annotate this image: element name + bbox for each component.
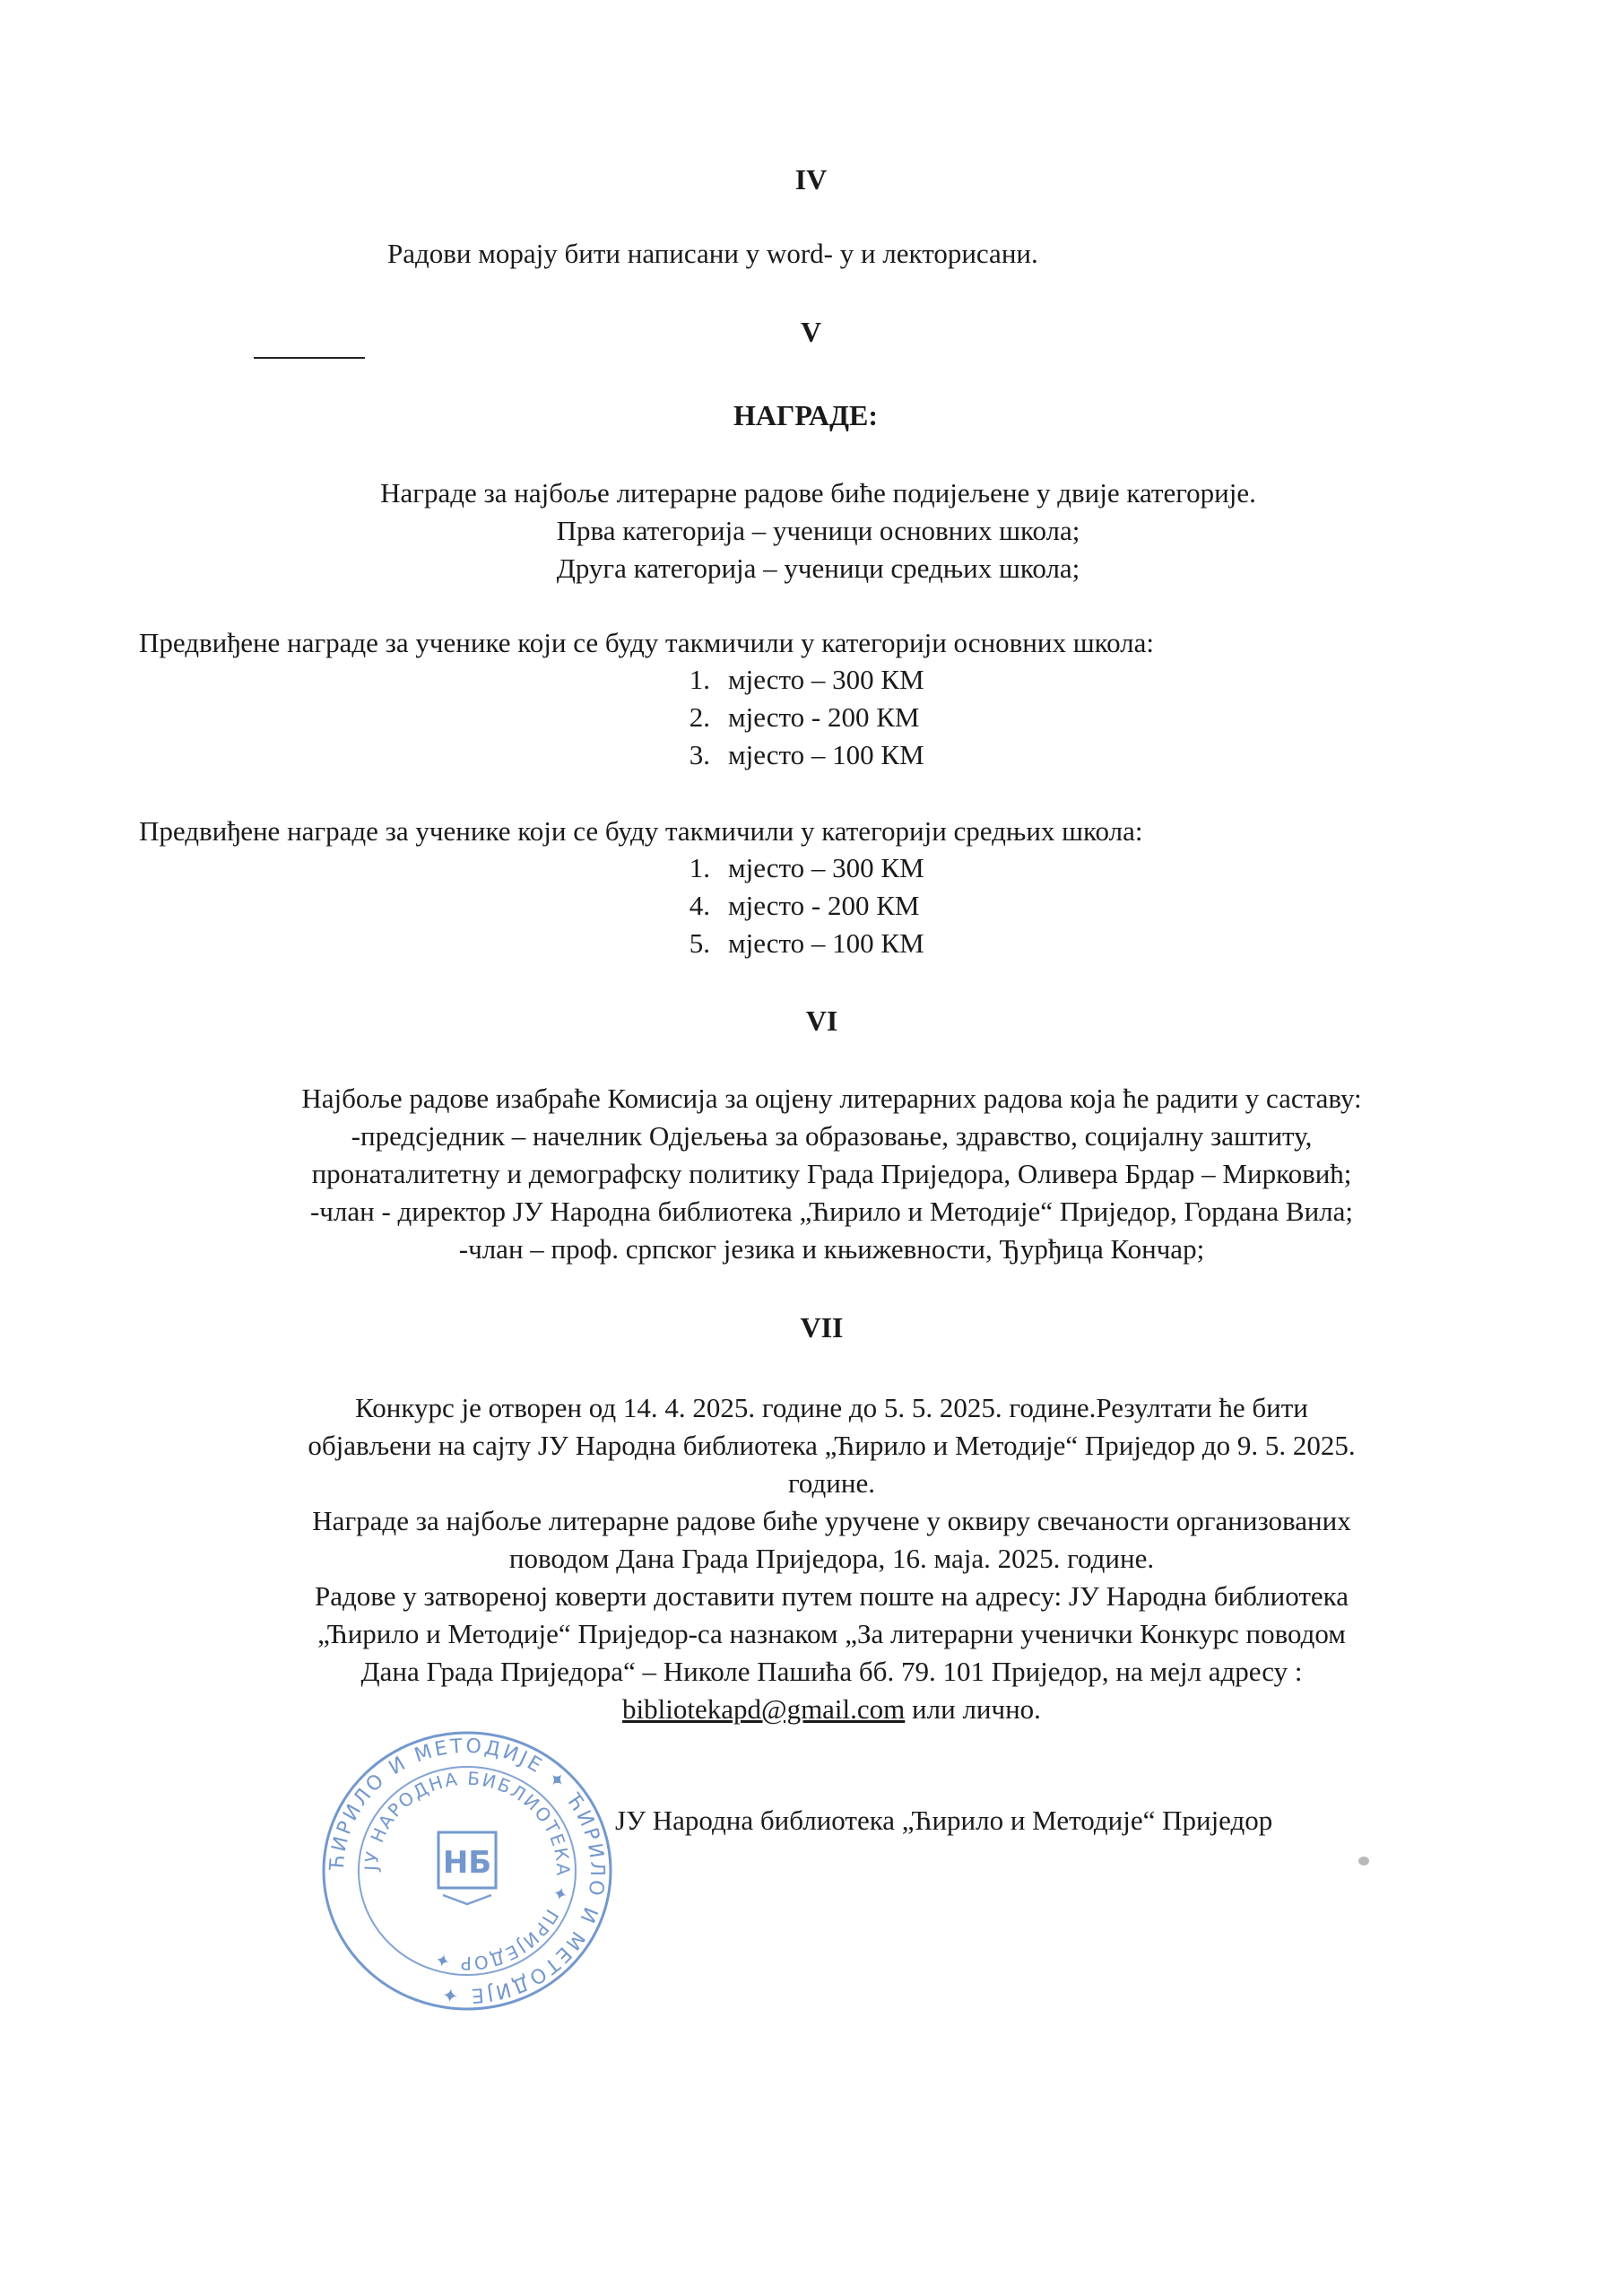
- primary-award-item: 1. мјесто – 300 КМ: [689, 664, 924, 695]
- awards-heading: НАГРАДЕ:: [733, 399, 878, 431]
- section-v-heading: V: [800, 316, 822, 348]
- awards-category-primary: Прва категорија – ученици основних школа;: [556, 515, 1080, 546]
- email-suffix: или лично.: [905, 1693, 1041, 1725]
- committee-line: -члан - директор ЈУ Народна библиотека „Ћирило и Методије“ Приједор, Гордана Вила;: [309, 1196, 1354, 1227]
- primary-award-item: 2. мјесто - 200 КМ: [689, 701, 920, 733]
- scan-speck: [1358, 1857, 1369, 1866]
- contest-line: Радове у затвореној коверти доставити путем поште на адресу: ЈУ Народна библиотека: [315, 1580, 1349, 1612]
- contest-line: објављени на сајту ЈУ Народна библиотека „Ћирило и Методије“ Приједор до 9. 5. 2025.: [308, 1430, 1356, 1461]
- secondary-award-item: 4. мјесто - 200 КМ: [689, 890, 920, 921]
- secondary-award-item: 5. мјесто – 100 КМ: [689, 927, 924, 959]
- contest-line: године.: [787, 1467, 875, 1499]
- email-link[interactable]: bibliotekapd@gmail.com: [622, 1693, 906, 1725]
- stamp-monogram: НБ: [442, 1845, 492, 1881]
- committee-line: -члан – проф. српског језика и књижевности, Ђурђица Кончар;: [458, 1233, 1205, 1265]
- section-vii-heading: VII: [800, 1311, 844, 1344]
- committee-line: Најбоље радове изабраће Комисија за оцјену литерарних радова која ће радити у саставу:: [301, 1083, 1362, 1114]
- primary-awards-title: Предвиђене награде за ученике који се буду такмичили у категорији основних школа:: [139, 627, 1155, 658]
- stamp-outer-text: ЋИРИЛО И МЕТОДИЈЕ ✦ ЋИРИЛО И МЕТОДИЈЕ ✦: [325, 1735, 609, 2007]
- contest-line: „Ћирило и Методије“ Приједор-са назнаком „За литерарни ученички Конкурс поводом: [317, 1618, 1346, 1649]
- awards-intro-line: Награде за најбоље литерарне радове биће подијељене у двије категорије.: [380, 477, 1256, 509]
- section-iv-heading: IV: [794, 163, 828, 196]
- contest-line: Награде за најбоље литерарне радове биће уручене у оквиру свечаности организованих: [312, 1505, 1351, 1536]
- contest-line: Дана Града Приједора“ – Николе Пашића бб. 79. 101 Приједор, на мејл адресу :: [360, 1656, 1303, 1687]
- primary-award-item: 3. мјесто – 100 КМ: [689, 739, 924, 770]
- stamp-inner-text: ЈУ НАРОДНА БИБЛИОТЕКА ✦ ПРИЈЕДОР ✦: [360, 1767, 575, 1975]
- hand-drawn-line: [254, 357, 365, 359]
- section-vi-heading: VI: [805, 1004, 838, 1037]
- committee-line: пронаталитетну и демографску политику Града Приједора, Оливера Брдар – Мирковић;: [311, 1158, 1352, 1189]
- contact-line: [21, 1692, 1622, 1727]
- secondary-awards-title: Предвиђене награде за ученике који се буду такмичили у категорији средњих школа:: [139, 815, 1143, 847]
- committee-line: -предсједник – начелник Одјељења за образовање, здравство, социјалну заштиту,: [351, 1120, 1313, 1152]
- awards-category-secondary: Друга категорија – ученици средњих школа;: [556, 552, 1080, 584]
- library-stamp: [319, 1726, 615, 2015]
- contest-line: поводом Дана Града Приједора, 16. маја. 2025. године.: [508, 1543, 1155, 1574]
- section-iv-text: Радови морају бити написани у word- у и лекторисани.: [387, 238, 1038, 269]
- secondary-award-item: 1. мјесто – 300 КМ: [689, 852, 924, 883]
- contest-line: Конкурс је отворен од 14. 4. 2025. године до 5. 5. 2025. године.Резултати ће бити: [355, 1392, 1308, 1423]
- signature-line: ЈУ Народна библиотека „Ћирило и Методије“ Приједор: [615, 1805, 1273, 1836]
